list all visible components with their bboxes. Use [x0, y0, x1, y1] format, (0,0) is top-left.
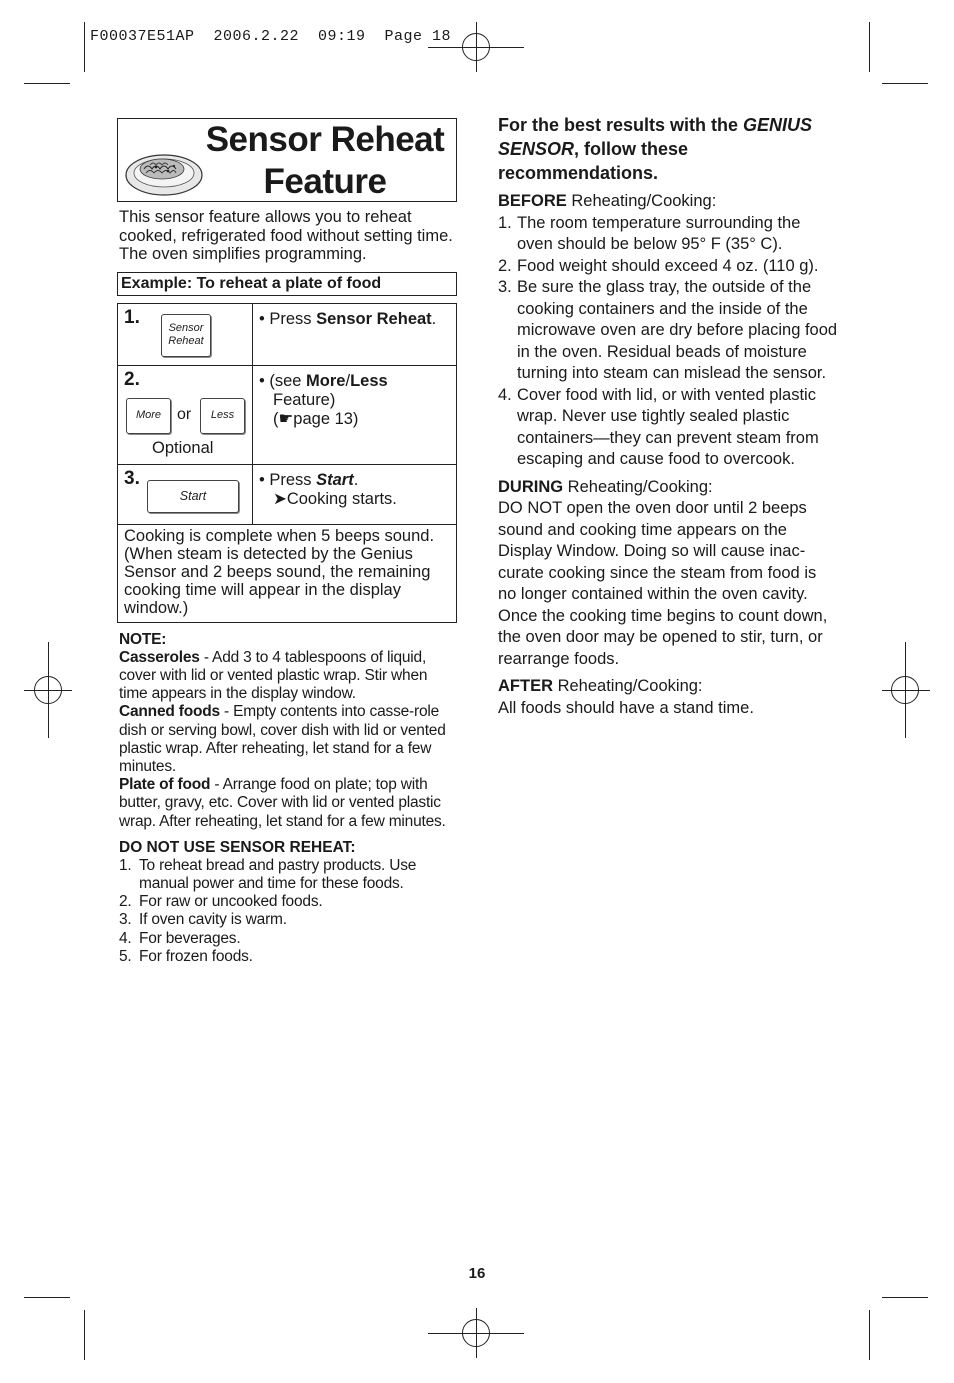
list-number: 2.: [498, 256, 512, 275]
list-item: [119, 930, 457, 948]
title-line-1: Sensor Reheat: [205, 120, 445, 159]
note-item: [119, 776, 457, 831]
instruction-key-name: Sensor Reheat: [316, 309, 432, 328]
step-3-instruction: [253, 465, 456, 524]
instruction-text: • Press: [259, 470, 317, 489]
print-header: F00037E51AP 2006.2.22 09:19 Page 18: [90, 28, 452, 45]
instruction-text: Feature): [273, 390, 336, 409]
instruction-text: .: [353, 470, 359, 489]
after-heading: [498, 676, 838, 698]
start-key-icon: [147, 480, 239, 513]
left-column: [117, 118, 457, 966]
note-section: [117, 631, 457, 831]
step-2-key-cell: [118, 366, 253, 464]
list-text: To reheat bread and pastry products. Use manual power and time for these foods.: [139, 856, 417, 892]
note-term: Casseroles: [119, 648, 200, 666]
crop-mark: [882, 83, 928, 84]
before-list: [498, 213, 838, 471]
registration-line: [905, 642, 906, 738]
list-text: Food weight should exceed 4 oz. (110 g).: [517, 256, 819, 275]
list-text: For beverages.: [139, 929, 241, 947]
note-text: - Empty contents into casse-role dish or serving bowl, cover dish with lid or vented plastic wrap. After reheating, let stand for a few minutes.: [119, 703, 446, 775]
instruction-text: ➤Cooking starts.: [273, 489, 397, 508]
sensor-reheat-key-icon: [161, 314, 211, 357]
section-label: AFTER: [498, 677, 553, 695]
registration-line: [882, 690, 930, 691]
instruction-key-name: More: [306, 371, 346, 390]
list-item: [119, 911, 457, 929]
instruction-text: .: [431, 309, 437, 328]
plate-of-food-icon: [122, 145, 206, 199]
list-number: 5.: [119, 947, 132, 965]
heading-brand: GENIUS SENSOR: [498, 115, 813, 159]
step-3-key-cell: [118, 465, 253, 524]
optional-label: Optional: [152, 438, 214, 457]
note-term: Plate of food: [119, 776, 211, 794]
registration-line: [476, 1308, 477, 1358]
note-term: Canned foods: [119, 703, 220, 721]
list-number: 4.: [119, 929, 132, 947]
list-item: [119, 857, 457, 893]
list-text: Be sure the glass tray, the outside of the cooking containers and the inside of the microwave oven are dry before placing food in the oven. Residual beads of moisture turning into steam can mislead the sensor.: [517, 278, 838, 382]
note-item: [119, 649, 457, 704]
step-1-key-cell: [118, 304, 253, 365]
key-label: Reheat: [168, 335, 204, 347]
list-number: 2.: [119, 893, 132, 911]
crop-mark: [24, 1297, 70, 1298]
list-text: For frozen foods.: [139, 947, 253, 965]
during-heading: [498, 477, 838, 499]
crop-mark: [869, 1310, 870, 1360]
list-number: 3.: [498, 278, 512, 296]
step-number: 3.: [124, 467, 140, 489]
list-text: If oven cavity is warm.: [139, 911, 287, 929]
heading-text: For the best results with the: [498, 115, 744, 135]
registration-line: [48, 642, 49, 738]
crop-mark: [84, 22, 85, 72]
instruction-text: • Press: [259, 309, 317, 328]
key-label: Less: [210, 409, 235, 421]
section-label: DURING: [498, 477, 564, 496]
heading-text: , follow these recommendations.: [498, 139, 689, 183]
key-label: More: [135, 409, 162, 421]
list-text: Cover food with lid, or with vented plastic wrap. Never use tightly sealed plastic containers—they can prevent steam from escaping and cause food to overcook.: [517, 385, 819, 468]
instruction-key-name: Start: [316, 470, 354, 489]
title-line-2: Feature: [263, 162, 387, 201]
note-item: [119, 703, 457, 776]
do-not-list: [117, 857, 457, 966]
page-title: [198, 119, 452, 203]
list-number: 1.: [498, 213, 512, 232]
before-heading: [498, 191, 838, 213]
step-row-2: [118, 366, 456, 465]
list-item: [119, 948, 457, 966]
note-text: - Add 3 to 4 tablespoons of liquid, cover with lid or vented plastic wrap. Stir when time appears in the display window.: [119, 648, 428, 703]
key-label: Start: [179, 488, 207, 503]
list-item: [498, 256, 838, 278]
section-text: Reheating/Cooking:: [553, 677, 703, 695]
list-text: The room temperature surrounding the oven should be below 95° F (35° C).: [517, 213, 801, 253]
step-row-3: [118, 465, 456, 525]
step-row-1: [118, 304, 456, 366]
section-text: Reheating/Cooking:: [563, 477, 713, 496]
step-table: [117, 303, 457, 623]
right-column: [498, 113, 838, 719]
page-number: 16: [468, 1265, 486, 1282]
list-item: [498, 385, 838, 471]
crop-mark: [869, 22, 870, 72]
instruction-text: /: [345, 371, 351, 390]
note-title: NOTE:: [119, 630, 167, 648]
during-text: DO NOT open the oven door until 2 beeps sound and cooking time appears on the Display Window. Doing so will cause inac-curate cooking since the steam from food is no longer contained within the oven cavity. Once the cooking time begins to count down, the oven door may be opened to stir, turn, or rearrange foods.: [498, 499, 828, 668]
page-reference: (☛page 13): [273, 409, 359, 428]
key-label: Sensor: [168, 322, 204, 334]
section-label: BEFORE: [498, 192, 567, 210]
after-text: All foods should have a stand time.: [498, 698, 754, 717]
or-text: or: [177, 405, 192, 423]
list-number: 1.: [119, 856, 132, 874]
list-text: For raw or uncooked foods.: [139, 893, 323, 911]
note-text: - Arrange food on plate; top with butter, gravy, etc. Cover with lid or vented plastic wrap. After reheating, let stand for a few minutes.: [119, 776, 446, 830]
crop-mark: [84, 1310, 85, 1360]
list-item: [498, 213, 838, 256]
intro-paragraph: This sensor feature allows you to reheat cooked, refrigerated food without setting time. The oven simplifies programming.: [119, 208, 453, 263]
do-not-title: DO NOT USE SENSOR REHEAT:: [119, 838, 356, 856]
step-1-instruction: [253, 304, 456, 365]
instruction-key-name: Less: [350, 371, 388, 390]
completion-text: Cooking is complete when 5 beeps sound. (When steam is detected by the Genius Sensor and 2 beeps sound, the remaining cooking time will appear in the display window.): [124, 526, 435, 618]
section-text: Reheating/Cooking:: [566, 192, 717, 210]
more-key-icon: [126, 398, 171, 434]
step-number: 1.: [124, 306, 140, 328]
example-heading: Example: To reheat a plate of food: [117, 272, 457, 296]
step-2-instruction: [253, 366, 456, 464]
list-item: [119, 893, 457, 911]
instruction-text: • (see: [259, 371, 307, 390]
recommendations-heading: [498, 113, 838, 185]
list-number: 4.: [498, 385, 512, 404]
step-number: 2.: [124, 368, 140, 390]
crop-mark: [24, 83, 70, 84]
registration-line: [476, 22, 477, 72]
list-number: 3.: [119, 911, 132, 929]
title-box: [117, 118, 457, 202]
less-key-icon: [200, 398, 245, 434]
list-item: [498, 277, 838, 385]
crop-mark: [882, 1297, 928, 1298]
